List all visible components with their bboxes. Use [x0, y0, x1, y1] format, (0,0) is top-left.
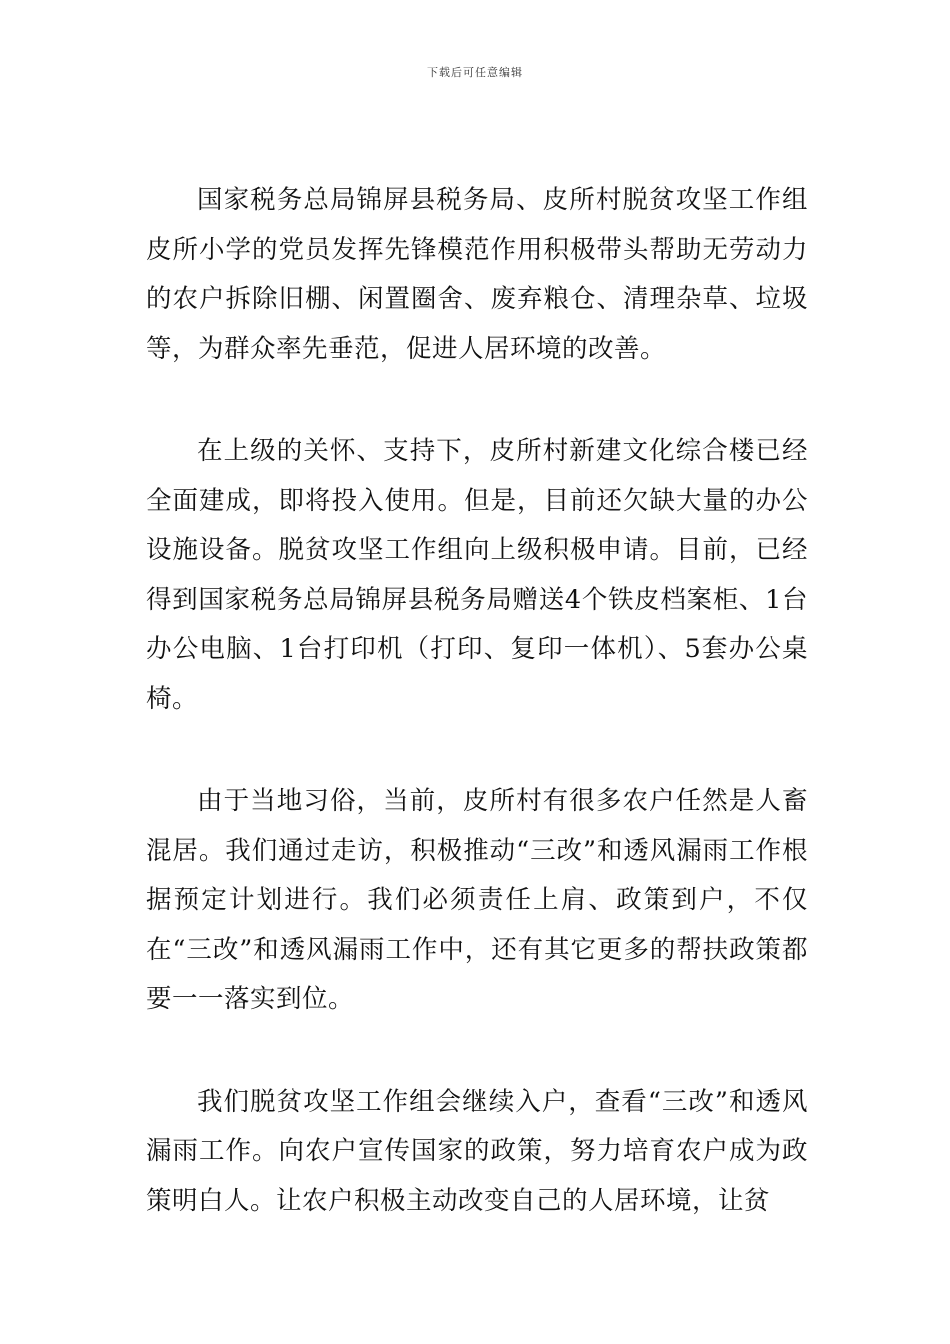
- paragraph-2: 在上级的关怀、支持下，皮所村新建文化综合楼已经全面建成，即将投入使用。但是，目前还欠缺大量的办公设施设备。脱贫攻坚工作组向上级积极申请。目前，已经得到国家税务总局锦屏县税务局赠送4个铁皮档案柜、1台办公电脑、1台打印机（打印、复印一体机）、5套办公桌椅。: [146, 436, 808, 714]
- paragraph-4: 我们脱贫攻坚工作组会继续入户，查看“三改”和透风漏雨工作。向农户宣传国家的政策，努力培育农户成为政策明白人。让农户积极主动改变自己的人居环境，让贫: [146, 1086, 808, 1216]
- document-body: [146, 176, 808, 1226]
- paragraph-3: 由于当地习俗，当前，皮所村有很多农户任然是人畜混居。我们通过走访，积极推动“三改”和透风漏雨工作根据预定计划进行。我们必须责任上肩、政策到户，不仅在“三改”和透风漏雨工作中，还有其它更多的帮扶政策都要一一落实到位。: [146, 786, 808, 1014]
- paragraph-1: 国家税务总局锦屏县税务局、皮所村脱贫攻坚工作组皮所小学的党员发挥先锋模范作用积极带头帮助无劳动力的农户拆除旧棚、闲置圈舍、废弃粮仓、清理杂草、垃圾等，为群众率先垂范，促进人居环境的改善。: [146, 185, 808, 364]
- page-header-note: 下载后可任意编辑: [427, 66, 523, 79]
